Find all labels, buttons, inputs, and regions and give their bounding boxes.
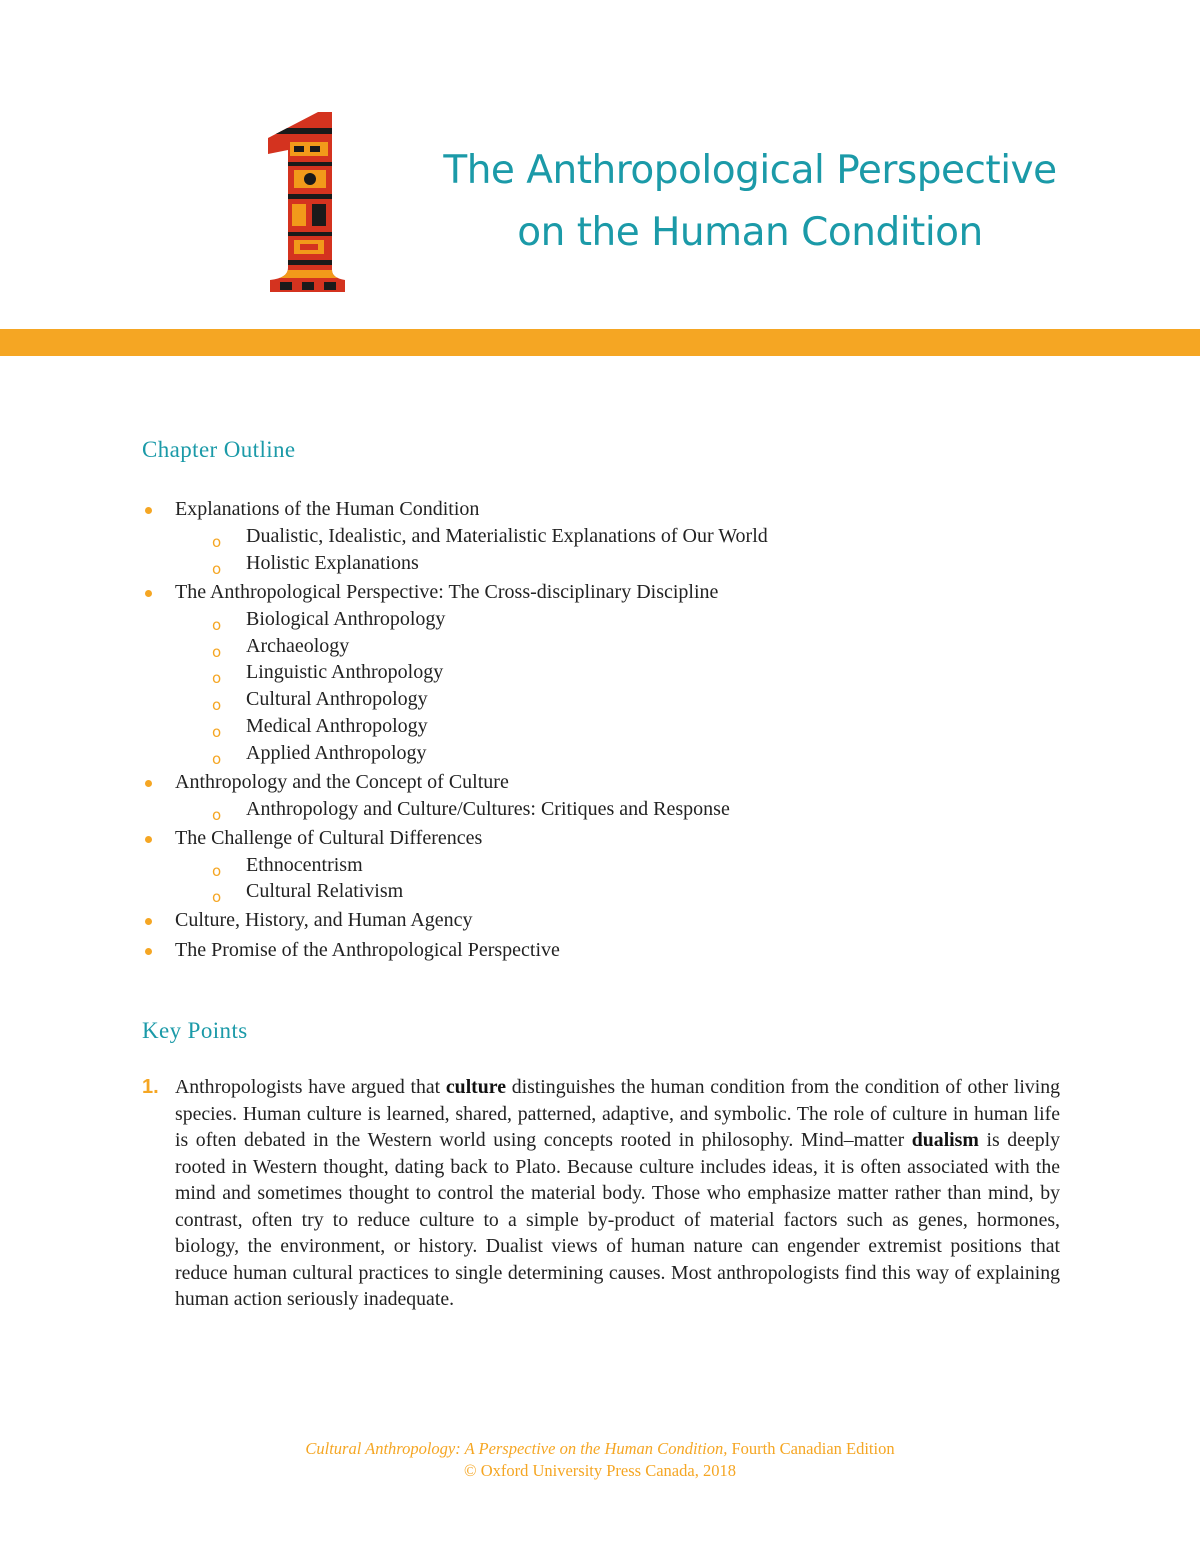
outline-subitem	[142, 740, 1042, 767]
key-points-list	[142, 1074, 1060, 1313]
bullet-dot-icon	[145, 780, 152, 787]
outline-item	[142, 825, 1042, 852]
outline-item-text: Archaeology	[246, 634, 350, 657]
header-divider-band	[0, 329, 1200, 356]
key-points-heading: Key Points	[142, 1018, 248, 1043]
outline-subitem	[142, 550, 1042, 577]
footer-edition: Fourth Canadian Edition	[727, 1439, 895, 1458]
key-point-item	[142, 1074, 1060, 1313]
footer-book-title: Cultural Anthropology: A Perspective on the Human Condition,	[305, 1439, 728, 1458]
bullet-dot-icon	[145, 590, 152, 597]
chapter-title-line-2: on the Human Condition	[517, 210, 983, 255]
outline-subitem	[142, 633, 1042, 660]
outline-item	[142, 907, 1042, 934]
outline-item-text: Anthropology and Culture/Cultures: Critiques and Response	[246, 797, 730, 820]
outline-subitem	[142, 796, 1042, 823]
outline-subitem	[142, 713, 1042, 740]
bullet-circle-icon: o	[212, 749, 222, 768]
key-point-segment: is deeply rooted in Western thought, dating back to Plato. Because culture includes ideas, it is often associated with the mind and sometimes thought to control the material body. Those who emphasize matter rather than mind, by contrast, often try to reduce culture to a simple by-product of material factors such as genes, hormones, biology, the environment, or history. Dualist views of human nature can engender extremist positions that reduce human cultural practices to single determining causes. Most anthropologists find this way of explaining human action seriously inadequate.	[175, 1129, 1061, 1310]
outline-item-text: Cultural Anthropology	[246, 688, 428, 711]
outline-item-text: Cultural Relativism	[246, 880, 404, 903]
bullet-circle-icon: o	[212, 696, 222, 715]
page-footer	[0, 1438, 1200, 1482]
bullet-circle-icon: o	[212, 615, 222, 634]
outline-item-text: Dualistic, Idealistic, and Materialistic Explanations of Our World	[246, 525, 768, 548]
bullet-circle-icon: o	[212, 642, 222, 661]
outline-item	[142, 769, 1042, 796]
key-point-segment: Anthropologists have argued that	[175, 1076, 446, 1098]
bullet-dot-icon	[145, 918, 152, 925]
outline-item-text: Holistic Explanations	[246, 551, 419, 574]
outline-item-text: Biological Anthropology	[246, 607, 446, 630]
key-point-number: 1.	[142, 1076, 159, 1098]
chapter-outline-heading: Chapter Outline	[142, 437, 296, 462]
outline-item-text: Medical Anthropology	[246, 714, 428, 737]
outline-subitem	[142, 659, 1042, 686]
outline-item-text: Explanations of the Human Condition	[175, 498, 480, 521]
bullet-dot-icon	[145, 507, 152, 514]
chapter-title	[395, 140, 1105, 264]
outline-item	[142, 937, 1042, 964]
outline-subitem	[142, 852, 1042, 879]
bullet-circle-icon: o	[212, 669, 222, 688]
bullet-circle-icon: o	[212, 559, 222, 578]
chapter-title-line-1: The Anthropological Perspective	[443, 148, 1057, 193]
footer-copyright: © Oxford University Press Canada, 2018	[464, 1461, 736, 1480]
outline-item	[142, 496, 1042, 523]
outline-subitem	[142, 686, 1042, 713]
outline-subitem	[142, 606, 1042, 633]
footer-citation	[0, 1438, 1200, 1460]
outline-item-text: Anthropology and the Concept of Culture	[175, 770, 509, 793]
bullet-circle-icon: o	[212, 533, 222, 552]
key-term: culture	[445, 1076, 506, 1098]
outline-item-text: Linguistic Anthropology	[246, 661, 444, 684]
outline-item-text: The Anthropological Perspective: The Cross-disciplinary Discipline	[175, 580, 719, 603]
outline-subitem	[142, 523, 1042, 550]
bullet-circle-icon: o	[212, 722, 222, 741]
key-point-segment: distinguishes the human condition from the condition of other living species. Human culture is learned, shared, patterned, adaptive, and symbolic. The role of culture in human life is often debated in the Western world using concepts rooted in philosophy. Mind–matter	[175, 1076, 1061, 1151]
chapter-outline-list	[142, 494, 1042, 963]
outline-item-text: Ethnocentrism	[246, 853, 363, 876]
outline-item-text: Applied Anthropology	[246, 741, 427, 764]
outline-subitem	[142, 878, 1042, 905]
outline-item-text: Culture, History, and Human Agency	[175, 909, 473, 932]
bullet-circle-icon: o	[212, 888, 222, 907]
bullet-dot-icon	[145, 948, 152, 955]
outline-item	[142, 579, 1042, 606]
bullet-circle-icon: o	[212, 861, 222, 880]
outline-item-text: The Promise of the Anthropological Perspective	[175, 938, 560, 961]
bullet-circle-icon: o	[212, 805, 222, 824]
bullet-dot-icon	[145, 836, 152, 843]
outline-item-text: The Challenge of Cultural Differences	[175, 826, 483, 849]
key-term: dualism	[911, 1129, 979, 1151]
chapter-number-graphic	[260, 110, 355, 300]
key-point-text	[175, 1074, 1060, 1313]
